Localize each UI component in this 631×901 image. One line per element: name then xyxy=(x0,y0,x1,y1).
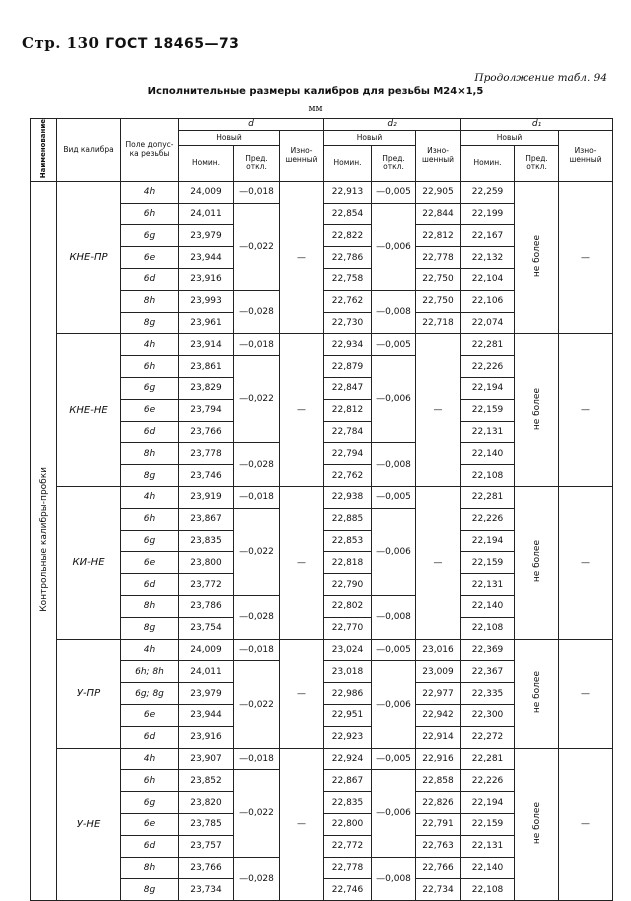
col-d-header: d xyxy=(179,119,324,131)
d-nominal: 23,829 xyxy=(179,378,234,400)
d-worn-header: Изно-шенный xyxy=(280,131,324,182)
d2-deviation: —0,006 xyxy=(372,770,416,857)
table-body xyxy=(31,181,613,900)
col-d1-header: d₁ xyxy=(461,119,613,131)
tolerance-field: 6e xyxy=(121,399,179,421)
gauge-type: У-НЕ xyxy=(57,748,121,901)
tolerance-field: 8h xyxy=(121,290,179,312)
d2-worn: 22,718 xyxy=(416,312,461,334)
d2-nominal: 22,786 xyxy=(324,247,372,269)
d2-nominal: 22,758 xyxy=(324,269,372,291)
d-nominal: 23,754 xyxy=(179,617,234,639)
d-worn: — xyxy=(280,639,324,748)
d2-nominal: 22,951 xyxy=(324,705,372,727)
d2-nominal: 22,867 xyxy=(324,770,372,792)
d-deviation: —0,028 xyxy=(234,443,280,487)
tolerance-field: 6h xyxy=(121,508,179,530)
d1-nominal: 22,131 xyxy=(461,421,515,443)
d2-deviation: —0,005 xyxy=(372,487,416,509)
d-nominal: 23,766 xyxy=(179,857,234,879)
d1-nominal: 22,131 xyxy=(461,835,515,857)
d-nominal: 24,009 xyxy=(179,639,234,661)
d-deviation: —0,018 xyxy=(234,639,280,661)
tolerance-field: 6e xyxy=(121,552,179,574)
not-more-label: не более xyxy=(531,671,542,714)
d2-nominal: 22,924 xyxy=(324,748,372,770)
tolerance-field: 8g xyxy=(121,617,179,639)
d-nominal: 23,766 xyxy=(179,421,234,443)
d1-worn-header: Изно-шенный xyxy=(559,131,613,182)
tolerance-field: 6d xyxy=(121,421,179,443)
d2-dev-header: Пред. откл. xyxy=(372,145,416,181)
d2-deviation: —0,005 xyxy=(372,181,416,203)
d2-worn: 22,763 xyxy=(416,835,461,857)
d2-nom-header: Номин. xyxy=(324,145,372,181)
d-nominal: 23,746 xyxy=(179,465,234,487)
tolerance-field: 6h xyxy=(121,770,179,792)
d1-nominal: 22,300 xyxy=(461,705,515,727)
d2-worn: 22,734 xyxy=(416,879,461,901)
not-more-label: не более xyxy=(531,540,542,583)
tolerance-field: 6d xyxy=(121,835,179,857)
d1-nominal: 22,226 xyxy=(461,356,515,378)
gauge-dimensions-table xyxy=(30,118,613,901)
d2-deviation: —0,008 xyxy=(372,857,416,901)
tolerance-field: 6g xyxy=(121,530,179,552)
d2-worn: 22,812 xyxy=(416,225,461,247)
d2-deviation: —0,006 xyxy=(372,356,416,443)
gauge-type: КНЕ-ПР xyxy=(57,181,121,334)
d-deviation: —0,018 xyxy=(234,334,280,356)
tolerance-field: 8g xyxy=(121,312,179,334)
d2-nominal: 22,778 xyxy=(324,857,372,879)
d-nominal: 24,009 xyxy=(179,181,234,203)
d-deviation: —0,022 xyxy=(234,203,280,290)
d1-worn: — xyxy=(559,639,613,748)
d-nominal: 23,919 xyxy=(179,487,234,509)
d2-nominal: 22,822 xyxy=(324,225,372,247)
d1-nominal: 22,106 xyxy=(461,290,515,312)
d1-nominal: 22,194 xyxy=(461,378,515,400)
d1-nominal: 22,199 xyxy=(461,203,515,225)
d1-worn: — xyxy=(559,748,613,901)
tolerance-field: 6g xyxy=(121,225,179,247)
d-deviation: —0,022 xyxy=(234,508,280,595)
tolerance-field: 6e xyxy=(121,813,179,835)
tolerance-field: 4h xyxy=(121,639,179,661)
d2-deviation: —0,006 xyxy=(372,661,416,748)
d-nominal: 23,820 xyxy=(179,792,234,814)
table-row xyxy=(31,639,613,661)
d1-nominal: 22,369 xyxy=(461,639,515,661)
tolerance-field: 6e xyxy=(121,705,179,727)
d-deviation: —0,022 xyxy=(234,356,280,443)
d2-deviation: —0,006 xyxy=(372,203,416,290)
d1-nominal: 22,159 xyxy=(461,552,515,574)
d1-nominal: 22,159 xyxy=(461,813,515,835)
d2-worn: 22,750 xyxy=(416,290,461,312)
d-nominal: 23,867 xyxy=(179,508,234,530)
d-nominal: 23,861 xyxy=(179,356,234,378)
d1-nominal: 22,108 xyxy=(461,617,515,639)
d1-nominal: 22,281 xyxy=(461,334,515,356)
tolerance-field: 8g xyxy=(121,879,179,901)
tolerance-field: 4h xyxy=(121,334,179,356)
d-nominal: 23,785 xyxy=(179,813,234,835)
d-nominal: 23,944 xyxy=(179,705,234,727)
d1-nominal: 22,367 xyxy=(461,661,515,683)
d2-nominal: 22,818 xyxy=(324,552,372,574)
d2-nominal: 22,847 xyxy=(324,378,372,400)
table-row xyxy=(31,181,613,203)
d2-nominal: 22,934 xyxy=(324,334,372,356)
d1-nominal: 22,108 xyxy=(461,465,515,487)
d-nominal: 23,835 xyxy=(179,530,234,552)
table-title: Исполнительные размеры калибров для резьбы М24×1,5 xyxy=(147,86,484,97)
d1-nominal: 22,074 xyxy=(461,312,515,334)
d-nominal: 23,800 xyxy=(179,552,234,574)
tolerance-field: 8h xyxy=(121,857,179,879)
d2-worn: 23,016 xyxy=(416,639,461,661)
d1-deviation-cell xyxy=(515,639,559,748)
d2-nominal: 22,800 xyxy=(324,813,372,835)
d2-deviation: —0,008 xyxy=(372,443,416,487)
d2-nominal: 22,746 xyxy=(324,879,372,901)
d2-deviation: —0,008 xyxy=(372,596,416,640)
table-row xyxy=(31,748,613,770)
d-nominal: 23,961 xyxy=(179,312,234,334)
d2-nominal: 22,784 xyxy=(324,421,372,443)
d-deviation: —0,018 xyxy=(234,487,280,509)
d2-nominal: 22,835 xyxy=(324,792,372,814)
d2-nominal: 22,938 xyxy=(324,487,372,509)
tolerance-field: 6h; 8h xyxy=(121,661,179,683)
d1-nominal: 22,272 xyxy=(461,726,515,748)
tolerance-field: 6d xyxy=(121,574,179,596)
tolerance-field: 4h xyxy=(121,748,179,770)
d2-worn: 22,905 xyxy=(416,181,461,203)
d1-nominal: 22,335 xyxy=(461,683,515,705)
d-deviation: —0,018 xyxy=(234,181,280,203)
d1-deviation-cell xyxy=(515,334,559,487)
d-nominal: 23,944 xyxy=(179,247,234,269)
d1-nominal: 22,259 xyxy=(461,181,515,203)
d-nom-header: Номин. xyxy=(179,145,234,181)
d2-nominal: 22,986 xyxy=(324,683,372,705)
d1-worn: — xyxy=(559,181,613,334)
d-nominal: 23,993 xyxy=(179,290,234,312)
page-number: Стр. 130 xyxy=(22,34,100,52)
d2-nominal: 22,812 xyxy=(324,399,372,421)
d1-dev-header: Пред. откл. xyxy=(515,145,559,181)
d2-worn: 22,778 xyxy=(416,247,461,269)
d1-nominal: 22,167 xyxy=(461,225,515,247)
tolerance-field: 8h xyxy=(121,596,179,618)
tolerance-field: 6h xyxy=(121,203,179,225)
d-deviation: —0,028 xyxy=(234,290,280,334)
d2-deviation: —0,005 xyxy=(372,334,416,356)
d-nominal: 23,916 xyxy=(179,726,234,748)
d2-worn: 22,826 xyxy=(416,792,461,814)
d1-nominal: 22,281 xyxy=(461,748,515,770)
tolerance-field: 4h xyxy=(121,487,179,509)
d2-nominal: 22,772 xyxy=(324,835,372,857)
d2-worn: 22,791 xyxy=(416,813,461,835)
d2-worn: — xyxy=(416,487,461,640)
side-label: Контрольные калибры-пробки xyxy=(38,467,49,612)
d2-nominal: 22,854 xyxy=(324,203,372,225)
d-new-header: Новый xyxy=(179,131,280,146)
tolerance-field: 8h xyxy=(121,443,179,465)
d-nominal: 24,011 xyxy=(179,203,234,225)
table-row xyxy=(31,334,613,356)
tolerance-field: 8g xyxy=(121,465,179,487)
d1-worn: — xyxy=(559,487,613,640)
d2-worn: 22,916 xyxy=(416,748,461,770)
d2-deviation: —0,005 xyxy=(372,639,416,661)
d2-nominal: 23,018 xyxy=(324,661,372,683)
tolerance-field: 6g xyxy=(121,792,179,814)
d1-deviation-cell xyxy=(515,181,559,334)
side-label-cell xyxy=(31,181,57,900)
d2-nominal: 22,762 xyxy=(324,290,372,312)
d2-worn: 22,914 xyxy=(416,726,461,748)
d2-nominal: 22,802 xyxy=(324,596,372,618)
d1-nominal: 22,140 xyxy=(461,857,515,879)
d2-nominal: 22,790 xyxy=(324,574,372,596)
d1-nominal: 22,140 xyxy=(461,596,515,618)
d-nominal: 23,772 xyxy=(179,574,234,596)
d1-nom-header: Номин. xyxy=(461,145,515,181)
d2-deviation: —0,006 xyxy=(372,508,416,595)
d1-nominal: 22,131 xyxy=(461,574,515,596)
d2-nominal: 22,923 xyxy=(324,726,372,748)
d2-nominal: 22,885 xyxy=(324,508,372,530)
d2-worn: 22,766 xyxy=(416,857,461,879)
d2-worn: 22,942 xyxy=(416,705,461,727)
d2-deviation: —0,008 xyxy=(372,290,416,334)
d-nominal: 23,907 xyxy=(179,748,234,770)
d2-worn-header: Изно-шенный xyxy=(416,131,461,182)
d2-nominal: 22,770 xyxy=(324,617,372,639)
d-nominal: 23,852 xyxy=(179,770,234,792)
not-more-label: не более xyxy=(531,801,542,844)
d2-nominal: 23,024 xyxy=(324,639,372,661)
gauge-type: У-ПР xyxy=(57,639,121,748)
d-worn: — xyxy=(280,334,324,487)
d1-new-header: Новый xyxy=(461,131,559,146)
d1-worn: — xyxy=(559,334,613,487)
d2-deviation: —0,005 xyxy=(372,748,416,770)
d2-worn: — xyxy=(416,334,461,487)
d1-nominal: 22,194 xyxy=(461,530,515,552)
d2-nominal: 22,879 xyxy=(324,356,372,378)
d1-nominal: 22,194 xyxy=(461,792,515,814)
d1-nominal: 22,159 xyxy=(461,399,515,421)
d1-nominal: 22,140 xyxy=(461,443,515,465)
d-deviation: —0,028 xyxy=(234,596,280,640)
tolerance-field: 4h xyxy=(121,181,179,203)
d2-nominal: 22,853 xyxy=(324,530,372,552)
d-nominal: 23,914 xyxy=(179,334,234,356)
table-continuation-note: Продолжение табл. 94 xyxy=(474,72,607,84)
col-d2-header: d₂ xyxy=(324,119,461,131)
d-deviation: —0,022 xyxy=(234,770,280,857)
not-more-label: не более xyxy=(531,235,542,278)
d-deviation: —0,022 xyxy=(234,661,280,748)
d2-nominal: 22,794 xyxy=(324,443,372,465)
d-deviation: —0,028 xyxy=(234,857,280,901)
d1-deviation-cell xyxy=(515,748,559,901)
unit-label: мм xyxy=(308,104,323,114)
d-deviation: —0,018 xyxy=(234,748,280,770)
not-more-label: не более xyxy=(531,387,542,430)
d-nominal: 24,011 xyxy=(179,661,234,683)
tolerance-field: 6g xyxy=(121,378,179,400)
d2-worn: 23,009 xyxy=(416,661,461,683)
col-field-header: Поле допус-ка резьбы xyxy=(121,119,179,182)
d2-nominal: 22,913 xyxy=(324,181,372,203)
tolerance-field: 6d xyxy=(121,726,179,748)
d-dev-header: Пред. откл. xyxy=(234,145,280,181)
d-nominal: 23,778 xyxy=(179,443,234,465)
d1-nominal: 22,104 xyxy=(461,269,515,291)
d-worn: — xyxy=(280,181,324,334)
d-nominal: 23,786 xyxy=(179,596,234,618)
d1-nominal: 22,281 xyxy=(461,487,515,509)
tolerance-field: 6e xyxy=(121,247,179,269)
d2-worn: 22,977 xyxy=(416,683,461,705)
standard-number: ГОСТ 18465—73 xyxy=(105,36,240,52)
d1-nominal: 22,226 xyxy=(461,508,515,530)
d-nominal: 23,794 xyxy=(179,399,234,421)
d-worn: — xyxy=(280,748,324,901)
tolerance-field: 6h xyxy=(121,356,179,378)
d-nominal: 23,757 xyxy=(179,835,234,857)
d2-worn: 22,844 xyxy=(416,203,461,225)
d1-nominal: 22,226 xyxy=(461,770,515,792)
tolerance-field: 6g; 8g xyxy=(121,683,179,705)
d-nominal: 23,916 xyxy=(179,269,234,291)
gauge-type: КНЕ-НЕ xyxy=(57,334,121,487)
d-nominal: 23,979 xyxy=(179,683,234,705)
d-worn: — xyxy=(280,487,324,640)
gauge-type: КИ-НЕ xyxy=(57,487,121,640)
d2-nominal: 22,730 xyxy=(324,312,372,334)
d2-worn: 22,750 xyxy=(416,269,461,291)
col-name-header: Наименование xyxy=(31,119,57,182)
table-row xyxy=(31,487,613,509)
d2-nominal: 22,762 xyxy=(324,465,372,487)
d1-deviation-cell xyxy=(515,487,559,640)
d2-new-header: Новый xyxy=(324,131,416,146)
d-nominal: 23,734 xyxy=(179,879,234,901)
tolerance-field: 6d xyxy=(121,269,179,291)
d1-nominal: 22,108 xyxy=(461,879,515,901)
d-nominal: 23,979 xyxy=(179,225,234,247)
page-header xyxy=(22,34,239,52)
col-type-header: Вид калибра xyxy=(57,119,121,182)
d1-nominal: 22,132 xyxy=(461,247,515,269)
d2-worn: 22,858 xyxy=(416,770,461,792)
